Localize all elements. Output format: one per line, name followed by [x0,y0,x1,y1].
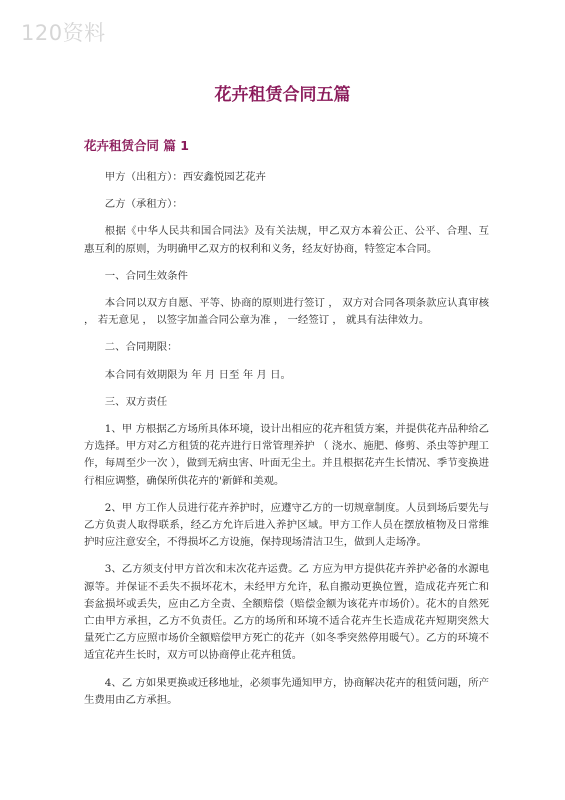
clause-heading-duties: 三、双方责任 [104,395,168,408]
clause-heading-term: 二、合同期限： [104,341,178,354]
document-body [84,169,489,719]
clause-term-text: 本合同有效期限为 年 月 日至 年 月 日。 [104,368,291,381]
clause-heading-effect: 一、合同生效条件 [104,269,188,282]
preamble-paragraph: 根据《中华人民共和国合同法》及有关法规，甲乙双方本着公正、公平、合理、互惠互利的原则，为明确甲乙双方的权利和义务，经友好协商，特签定本合同。 [84,225,489,255]
duty-item-2: 2、甲 方工作人员进行花卉养护时，应遵守乙方的一切规章制度。人员到场后要先与乙方负责人取得联系，经乙方允许后进入养护区域。甲方工作人员在摆放植物及日常维护时应注意安全，不得损坏乙方设施，保持现场清洁卫生，做到人走场净。 [84,501,489,549]
clause-effect-text: 本合同以双方自愿、平等、协商的原则进行签订 ， 双方对合同各项条款应认真审核 ， 若无意见 ， 以签字加盖合同公章为准 ， 一经签订 ， 就具有法律效力。 [84,297,489,327]
section-heading: 花卉租赁合同 篇 1 [84,138,189,153]
party-b-line: 乙方（承租方）： [104,198,183,211]
duty-item-4: 4、乙 方如果更换或迁移地址，必须事先通知甲方，协商解决花卉的租赁问题，所产生费用由乙方承担。 [84,676,489,706]
document-title: 花卉租赁合同五篇 [214,85,351,105]
watermark-logo: 120资料 [21,21,106,45]
duty-item-1: 1、甲 方根据乙方场所具体环境，设计出相应的花卉租赁方案，并提供花卉品种给乙方选择。甲方对乙方租赁的花卉进行日常管理养护 （ 浇水、施肥、修剪、杀虫等护理工作，每周至少一次 ），做到无病虫害、叶面无尘土。并且根据花卉生长情况、季节变换进行相应调整，确保所供花卉的'新鲜和美观。 [84,423,489,487]
duty-item-3: 3、乙方须支付甲方首次和末次花卉运费。乙 方应为甲方提供花卉养护必备的水源电源等。并保证不丢失不损坏花木，未经甲方允许，私自搬动更换位置，造成花卉死亡和套盆损坏或丢失，应由乙方全责、全额赔偿（赔偿金额为该花卉市场价）。花木的自然死亡由甲方承担，乙方不负责任。乙方的场所和环境不适合花卉生长造成花卉短期突然大量死亡乙方应照市场价全额赔偿甲方死亡的花卉（如冬季突然停用暖气）。乙方的环境不适宜花卉生长时，双方可以协商停止花卉租赁。 [84,563,489,662]
party-a-line: 甲方（出租方）：西安鑫悦园艺花卉 [104,171,266,183]
